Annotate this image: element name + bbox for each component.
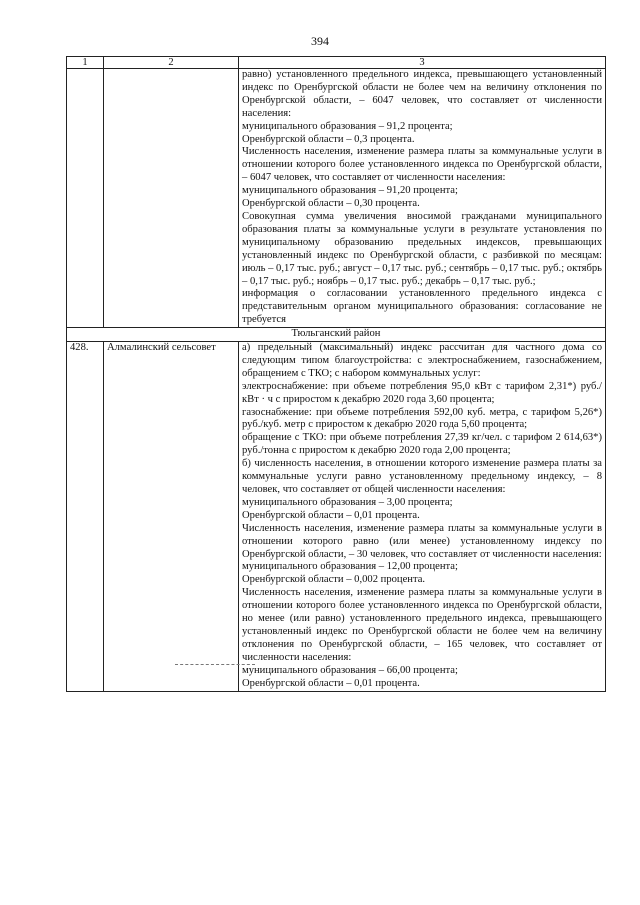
paragraph: электроснабжение: при объеме потребления 95,0 кВт с тарифом 2,31*) руб./кВт · ч с приростом к декабрю 2020 года 3,60 процента; (242, 380, 602, 405)
paragraph: Численность населения, изменение размера платы за коммунальные услуги в отношении которого более установленного индекса по Оренбургской области, но менее (или равно) установленного предельного индекса, превышающего установленный индекс по Оренбургской области не более чем на величину отклонения по Оренбургской области, – 165 человек, что составляет от численности населения: (242, 587, 602, 663)
row-name (104, 69, 239, 328)
paragraph: б) численность населения, в отношении которого изменение размера платы за коммунальные услуги равно установленному предельному индексу, – 8 человек, что составляет от общей численности населения: (242, 458, 602, 495)
paragraph: муниципального образования – 91,20 процента; (242, 185, 458, 197)
paragraph: информация о согласовании установленного предельного индекса с представительным органом муниципального образования: согласование не требуется (242, 288, 602, 326)
paragraph: Оренбургской области – 0,30 процента. (242, 198, 420, 210)
paragraph: равно) установленного предельного индекса, превышающего установленный индекс по Оренбургской области не более чем на величину отклонения по Оренбургской области, – 6047 человек, что составляет от численности населения: (242, 69, 602, 119)
row-number: 428. (67, 342, 104, 691)
paragraph: а) предельный (максимальный) индекс рассчитан для частного дома со следующим типом благоустройства: с электроснабжением, газоснабжением, обращением с ТКО; с набором коммунальных услуг: (242, 342, 602, 379)
paragraph: Оренбургской области – 0,3 процента. (242, 133, 415, 145)
table-header (67, 57, 606, 69)
row-number (67, 69, 104, 328)
paragraph: муниципального образования – 66,00 процента; (242, 664, 458, 676)
paragraph: Численность населения, изменение размера платы за коммунальные услуги в отношении которого более установленного индекса по Оренбургской области, – 6047 человек, что составляет от численности населения: (242, 146, 602, 184)
paragraph: Численность населения, изменение размера платы за коммунальные услуги в отношении которого равно (или менее) установленному индексу по Оренбургской области, – 30 человек, что составляет от численности населения: (242, 522, 602, 560)
region-title: Тюльганский район (67, 328, 606, 342)
row-name: Алмалинский сельсовет (104, 342, 239, 691)
paragraph: газоснабжение: при объеме потребления 592,00 куб. метра, с тарифом 5,26*) руб./куб. метр с приростом к декабрю 2020 года 5,60 процента; (242, 406, 602, 431)
paragraph: обращение с ТКО: при объеме потребления 27,39 кг/чел. с тарифом 2 614,63*) руб./тонна с приростом к декабрю 2020 года 2,00 процента; (242, 432, 602, 457)
scan-artifact-line (175, 664, 255, 665)
paragraph: Совокупная сумма увеличения вносимой гражданами муниципального образования платы за коммунальные услуги в результате установления по муниципальному образованию предельных индексов, превышающих установленный индекс по Оренбургской области, с разбивкой по месяцам: июль – 0,17 тыс. руб.; август – 0,17 тыс. руб.; сентябрь – 0,17 тыс. руб.; октябрь – 0,17 тыс. руб.; ноябрь – 0,17 тыс. руб.; декабрь – 0,17 тыс. руб.; (242, 210, 602, 287)
document-table (66, 56, 606, 692)
paragraph: муниципального образования – 3,00 процента; (242, 496, 453, 508)
table-row-continuation (67, 69, 606, 328)
paragraph: Оренбургской области – 0,01 процента. (242, 677, 420, 689)
table-row-428 (67, 342, 606, 691)
header-col-2: 2 (104, 57, 239, 69)
paragraph: Оренбургской области – 0,002 процента. (242, 574, 426, 586)
page-number: 394 (311, 34, 329, 48)
paragraph: муниципального образования – 12,00 процента; (242, 561, 458, 573)
region-row (67, 328, 606, 342)
paragraph: муниципального образования – 91,2 процента; (242, 120, 453, 132)
header-col-1: 1 (67, 57, 104, 69)
row-description (239, 342, 606, 691)
header-col-3: 3 (239, 57, 606, 69)
row-description (239, 69, 606, 328)
paragraph: Оренбургской области – 0,01 процента. (242, 509, 420, 521)
